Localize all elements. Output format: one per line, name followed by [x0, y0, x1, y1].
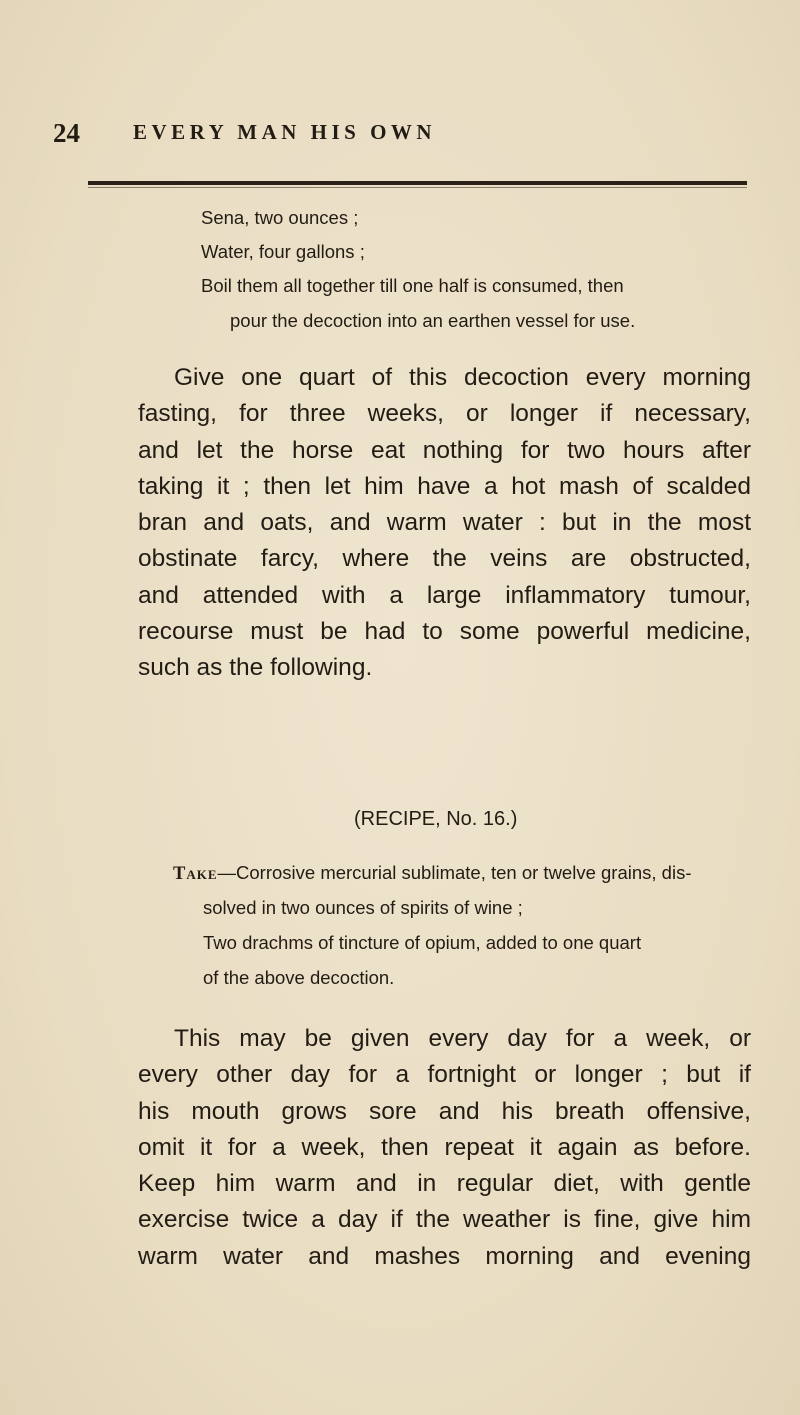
recipe-line: of the above decoction. — [203, 967, 395, 988]
ingredient-line: Sena, two ounces ; — [201, 207, 359, 228]
ingredient-line: Water, four gallons ; — [201, 241, 365, 262]
recipe-text: —Corrosive mercurial sublimate, ten or twelve grains, dis- — [217, 862, 692, 883]
text-line: Give one quart of this decoction every morning — [174, 364, 751, 391]
text-line: exercise twice a day if the weather is fine, give him — [138, 1206, 751, 1234]
text-line: recourse must be had to some powerful medicine, — [138, 618, 751, 646]
text-line: Keep him warm and in regular diet, with gentle — [138, 1170, 751, 1198]
header-rule-thin — [88, 187, 747, 188]
text-line: and let the horse eat nothing for two hours after — [138, 436, 751, 464]
recipe-title: (RECIPE, No. 16.) — [354, 808, 518, 830]
ingredient-line: pour the decoction into an earthen vessel for use. — [230, 310, 636, 331]
text-line: warm water and mashes morning and evening — [138, 1242, 751, 1270]
paragraph-2 — [138, 1021, 751, 1275]
take-word: Take — [173, 864, 218, 884]
text-line: omit it for a week, then repeat it again as before. — [138, 1133, 751, 1161]
text-line: his mouth grows sore and his breath offensive, — [138, 1097, 751, 1125]
text-line: and attended with a large inflammatory tumour, — [138, 581, 751, 609]
text-line: obstinate farcy, where the veins are obstructed, — [138, 545, 751, 573]
running-head: EVERY MAN HIS OWN — [133, 120, 437, 144]
text-line: taking it ; then let him have a hot mash of scalded — [138, 472, 751, 500]
ingredient-line: Boil them all together till one half is consumed, then — [201, 275, 624, 296]
page-number: 24 — [53, 118, 80, 148]
paragraph-1 — [138, 360, 751, 687]
recipe-line — [173, 856, 691, 891]
header-rule — [88, 181, 747, 185]
recipe-line: solved in two ounces of spirits of wine ; — [203, 897, 523, 918]
page-header — [53, 118, 745, 152]
recipe-line: Two drachms of tincture of opium, added to one quart — [203, 932, 642, 953]
text-line: every other day for a fortnight or longer ; but if — [138, 1061, 751, 1089]
text-line: bran and oats, and warm water : but in the most — [138, 509, 751, 537]
text-line: This may be given every day for a week, or — [174, 1025, 751, 1052]
text-line: such as the following. — [138, 654, 373, 682]
text-line: fasting, for three weeks, or longer if necessary, — [138, 400, 751, 428]
